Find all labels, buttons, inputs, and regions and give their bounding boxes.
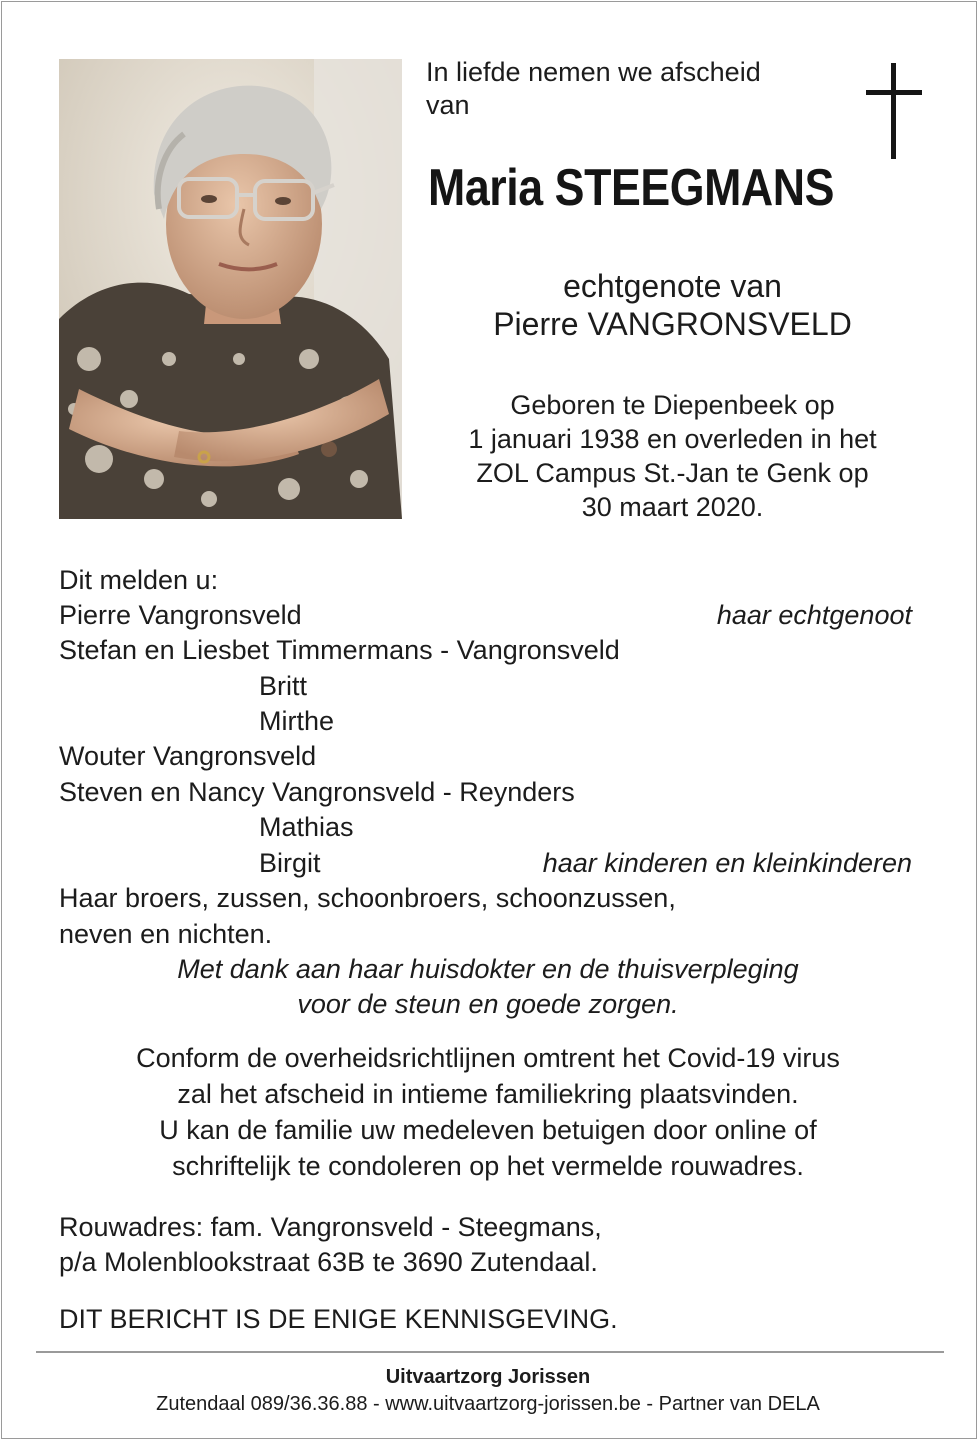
spouse-block [400,267,945,343]
spouse-name: Pierre VANGRONSVELD [493,306,852,342]
covid-notice-line: schriftelijk te condoleren op het vermelde rouwadres. [172,1151,804,1181]
covid-notice-line: zal het afscheid in intieme familiekring plaatsvinden. [177,1079,799,1109]
spouse-label: echtgenote van [563,268,782,304]
announcer-line: Birgit [259,848,321,878]
birth-death-line: 30 maart 2020. [581,492,764,522]
covid-notice-line: Conform de overheidsrichtlijnen omtrent het Covid-19 virus [136,1043,840,1073]
intro-line: In liefde nemen we afscheid [426,57,761,87]
footer-contact: Zutendaal 089/36.36.88 - www.uitvaartzorg-jorissen.be - Partner van DELA [156,1393,820,1415]
intro-line: van [426,90,470,120]
portrait-illustration [59,59,402,519]
birth-death-line: 1 januari 1938 en overleden in het [468,424,877,454]
announcers-heading: Dit melden u: [59,565,219,595]
cross-icon [866,63,922,159]
deceased-name: Maria STEEGMANS [428,159,835,217]
announcer-line: Stefan en Liesbet Timmermans - Vangronsveld [59,635,620,665]
birth-death-line: Geboren te Diepenbeek op [510,390,835,420]
covid-notice-line: U kan de familie uw medeleven betuigen door online of [159,1115,817,1145]
thanks-line: Met dank aan haar huisdokter en de thuisverpleging [177,954,799,984]
announcer-line: Mirthe [259,706,335,736]
intro-text [426,56,761,122]
thanks-line: voor de steun en goede zorgen. [297,989,679,1019]
announcer-line: Mathias [259,812,354,842]
announcer-line: Britt [259,671,308,701]
announcer-line: neven en nichten. [59,919,273,949]
portrait-photo [59,59,402,519]
address-line: Rouwadres: fam. Vangronsveld - Steegmans, [59,1212,602,1242]
announcer-line: Haar broers, zussen, schoonbroers, schoonzussen, [59,883,676,913]
role-children: haar kinderen en kleinkinderen [542,848,912,878]
notice-text: DIT BERICHT IS DE ENIGE KENNISGEVING. [59,1304,618,1334]
birth-death-line: ZOL Campus St.-Jan te Genk op [476,458,869,488]
address-line: p/a Molenblookstraat 63B te 3690 Zutendaal. [59,1247,598,1277]
announcer-line: Wouter Vangronsveld [59,741,317,771]
birth-death-block [400,388,945,524]
announcer-line: Pierre Vangronsveld [59,600,302,630]
role-spouse: haar echtgenoot [716,600,912,630]
footer-company: Uitvaartzorg Jorissen [385,1366,591,1388]
announcer-line: Steven en Nancy Vangronsveld - Reynders [59,777,575,807]
footer-divider [36,1351,944,1353]
